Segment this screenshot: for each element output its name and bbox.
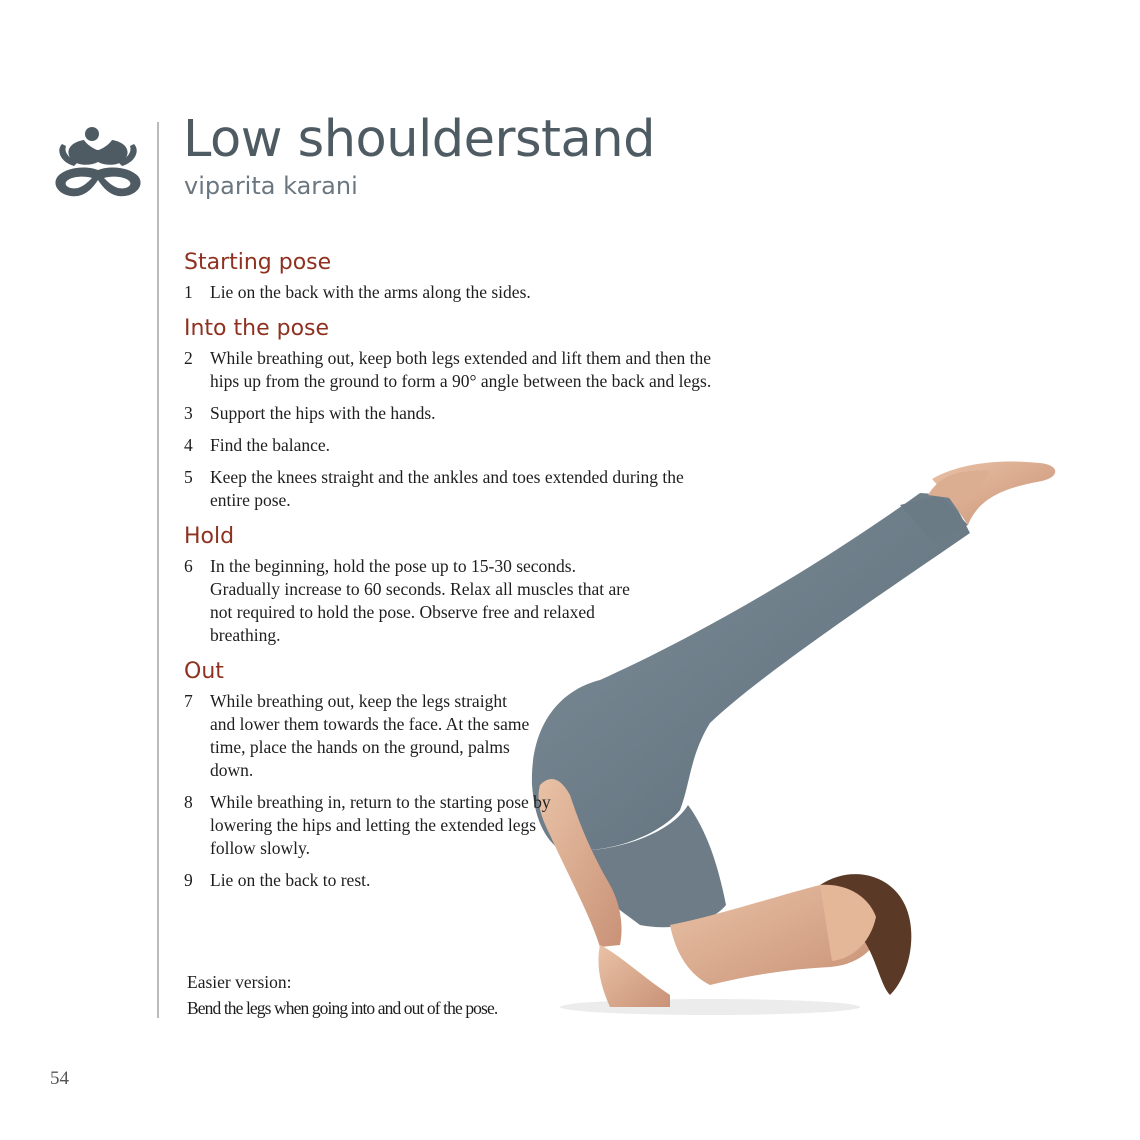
section-heading-into: Into the pose	[184, 316, 330, 341]
step-5	[184, 466, 710, 512]
step-text: Keep the knees straight and the ankles and toes extended during the entire pose.	[210, 467, 684, 510]
step-2	[184, 347, 735, 393]
step-text: In the beginning, hold the pose up to 15-30 seconds. Gradually increase to 60 seconds. Relax all muscles that are not required to hold the pose. Observe free and relaxed breathing.	[210, 556, 630, 645]
step-6	[184, 555, 650, 647]
step-3	[184, 402, 764, 425]
instructions	[184, 250, 764, 892]
step-number: 8	[184, 792, 193, 812]
lotus-meditation-icon	[50, 122, 146, 202]
step-text: While breathing out, keep both legs extended and lift them and then the hips up from the ground to form a 90° angle between the back and legs.	[210, 348, 712, 391]
section-heading-hold: Hold	[184, 524, 235, 549]
step-number: 1	[184, 282, 193, 302]
page-number: 54	[50, 1068, 69, 1089]
step-text: Lie on the back with the arms along the sides.	[210, 282, 531, 302]
step-text: Support the hips with the hands.	[210, 403, 436, 423]
step-1	[184, 281, 764, 304]
step-7	[184, 690, 530, 782]
easier-version-label: Easier version:	[187, 972, 292, 992]
step-number: 9	[184, 870, 193, 890]
section-heading-out: Out	[184, 659, 224, 684]
step-number: 4	[184, 435, 193, 455]
step-number: 3	[184, 403, 193, 423]
page-title: Low shoulderstand	[183, 110, 655, 169]
step-text: Find the balance.	[210, 435, 331, 455]
step-4	[184, 434, 764, 457]
step-text: While breathing out, keep the legs straight and lower them towards the face. At the same time, place the hands on the ground, palms down.	[210, 691, 530, 780]
section-heading-starting: Starting pose	[184, 250, 332, 275]
step-text: While breathing in, return to the starting pose by lowering the hips and letting the extended legs follow slowly.	[210, 792, 551, 858]
easier-version-text: Bend the legs when going into and out of the pose.	[187, 998, 498, 1018]
step-8	[184, 791, 555, 860]
vertical-divider	[157, 122, 159, 1018]
step-text: Lie on the back to rest.	[210, 870, 371, 890]
step-number: 7	[184, 691, 193, 711]
step-number: 6	[184, 556, 193, 576]
step-9	[184, 869, 764, 892]
step-number: 2	[184, 348, 193, 368]
page-subtitle: viparita karani	[184, 172, 358, 200]
step-number: 5	[184, 467, 193, 487]
